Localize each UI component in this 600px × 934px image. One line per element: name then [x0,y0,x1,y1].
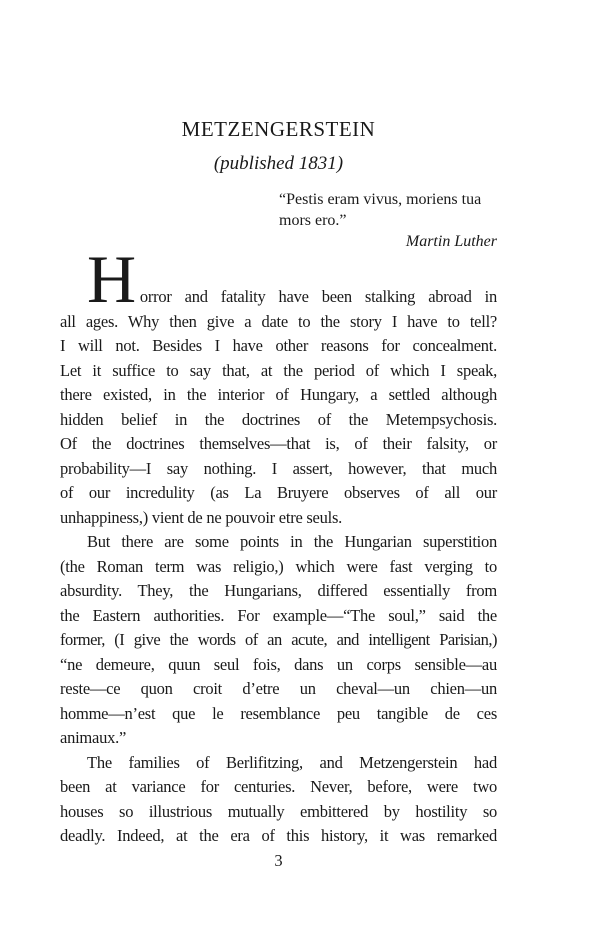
epigraph [279,189,497,252]
text-line: of our incredulity (as La Bruyere observes of all our [60,483,497,502]
publication-note: (published 1831) [213,153,344,174]
text-line: But there are some points in the Hungarian superstition [87,532,497,551]
page-number: 3 [274,850,283,870]
text-line: (the Roman term was religio,) which were fast verging to [60,556,497,576]
text-line-rest: orror and fatality have been stalking abroad in [139,287,497,306]
text-line: I will not. Besides I have other reasons for concealment. [60,336,497,355]
text-line: Of the doctrines themselves—that is, of their falsity, or [60,434,497,453]
page-title: METZENGERSTEIN [181,117,376,141]
text-line: been at variance for centuries. Never, before, were two [60,777,497,796]
text-line: former, (I give the words of an acute, and intelligent Parisian,) [60,630,497,649]
text-line: “ne demeure, quun seul fois, dans un corps sensible—au [60,654,497,674]
epigraph-quote-line-2: mors ero.” [279,212,347,229]
text-line: all ages. Why then give a date to the story I have to tell? [60,311,497,331]
text-line: the Eastern authorities. For example—“The soul,” said the [60,605,497,625]
text-line: reste—ce quon croit d’etre un cheval—un chien—un [60,679,497,698]
text-line: Let it suffice to say that, at the period of which I speak, [60,360,497,380]
text-line: absurdity. They, the Hungarians, differed essentially from [60,581,497,600]
drop-cap-initial: H [87,241,136,317]
text-line: unhappiness,) vient de ne pouvoir etre seuls. [60,507,343,527]
text-line: The families of Berlifitzing, and Metzengerstein had [87,752,497,772]
text-line: animaux.” [60,728,127,747]
text-line: probability—I say nothing. I assert, however, that much [60,458,497,478]
epigraph-quote-line-1: “Pestis eram vivus, moriens tua [279,191,482,208]
text-line: there existed, in the interior of Hungary, a settled although [60,385,497,404]
text-line: deadly. Indeed, at the era of this history, it was remarked [60,826,497,845]
text-column [60,0,497,873]
text-line: hidden belief in the doctrines of the Metempsychosis. [60,409,497,429]
epigraph-attribution: Martin Luther [405,233,497,250]
text-line: homme—n’est que le resemblance peu tangible de ces [60,703,497,723]
text-line: houses so illustrious mutually embittered by hostility so [60,801,497,821]
